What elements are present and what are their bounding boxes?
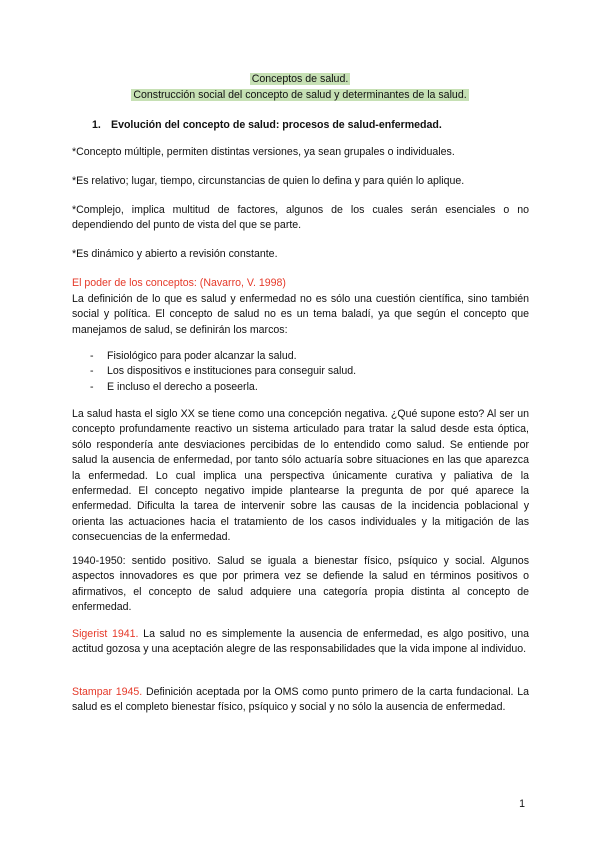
title-line-1: Conceptos de salud.	[251, 73, 349, 85]
list-item: - Fisiológico para poder alcanzar la salud.	[90, 350, 297, 362]
section-heading	[92, 118, 442, 132]
negative-concept-paragraph: La salud hasta el siglo XX se tiene como una concepción negativa. ¿Qué supone esto? Al ser un concepto profundamente reactivo un sistema articulado para tratar la salud desde esta óptica, sólo respondería ante desviaciones percibidas de lo entendido como salud. Se entiende por salud la ausencia de enfermedad, por tanto sólo actuaría sobre situaciones en las que aparezca la enfermedad. Lo cual implica una perspectiva únicamente curativa y paliativa de la enfermedad. El concepto negativo impide plantearse la pregunta de por qué aparece la enfermedad. Dificulta la tarea de intervenir sobre las causas de la incidencia poblacional y orienta las actuaciones hacia el tratamiento de los casos individuales y la mitigación de las consecuencias de la enfermedad.	[72, 408, 529, 544]
intro-point-1: *Concepto múltiple, permiten distintas versiones, ya sean grupales o individuales.	[72, 146, 455, 158]
sigerist-label: Sigerist 1941.	[72, 628, 139, 640]
page-number: 1	[519, 798, 525, 810]
sigerist-paragraph	[72, 627, 529, 658]
document-title	[0, 71, 600, 103]
title-line-2: Construcción social del concepto de salud y determinantes de la salud.	[133, 89, 467, 101]
list-item: - E incluso el derecho a poseerla.	[90, 380, 258, 393]
marcos-list	[90, 349, 356, 395]
stampar-label: Stampar 1945.	[72, 686, 143, 698]
stampar-text: Definición aceptada por la OMS como punto primero de la carta fundacional. La salud es el completo bienestar físico, psíquico y social y no sólo la ausencia de enfermedad.	[72, 686, 529, 714]
section-heading-text: Evolución del concepto de salud: procesos de salud-enfermedad.	[111, 119, 442, 131]
intro-point-4: *Es dinámico y abierto a revisión constante.	[72, 248, 278, 260]
list-item: - Los dispositivos e instituciones para conseguir salud.	[90, 365, 357, 378]
section-number: 1.	[92, 119, 101, 131]
stampar-paragraph	[72, 685, 529, 716]
intro-point-3: *Complejo, implica multitud de factores, algunos de los cuales serán esenciales o no dependiendo del punto de vista del que se parte.	[72, 204, 529, 232]
poder-paragraph: La definición de lo que es salud y enfermedad no es sólo una cuestión científica, sino también social y política. El concepto de salud no es un tema baladí, ya que según el concepto que manejamos de salud, se definirán los marcos:	[72, 293, 529, 336]
intro-point-2: *Es relativo; lugar, tiempo, circunstancias de quien lo defina y para quién lo aplique.	[72, 175, 465, 187]
positive-concept-paragraph: 1940-1950: sentido positivo. Salud se iguala a bienestar físico, psíquico y social. Algunos aspectos innovadores es que por primera vez se defiende la salud en términos positivos o afirmativos, el concepto de salud adquiere una categoría propia distinta al concepto de enfermedad.	[72, 555, 529, 614]
sigerist-text: La salud no es simplemente la ausencia de enfermedad, es algo positivo, una actitud gozosa y una aceptación alegre de las responsabilidades que la vida impone al individuo.	[72, 628, 530, 656]
poder-heading: El poder de los conceptos: (Navarro, V. 1998)	[72, 277, 286, 289]
